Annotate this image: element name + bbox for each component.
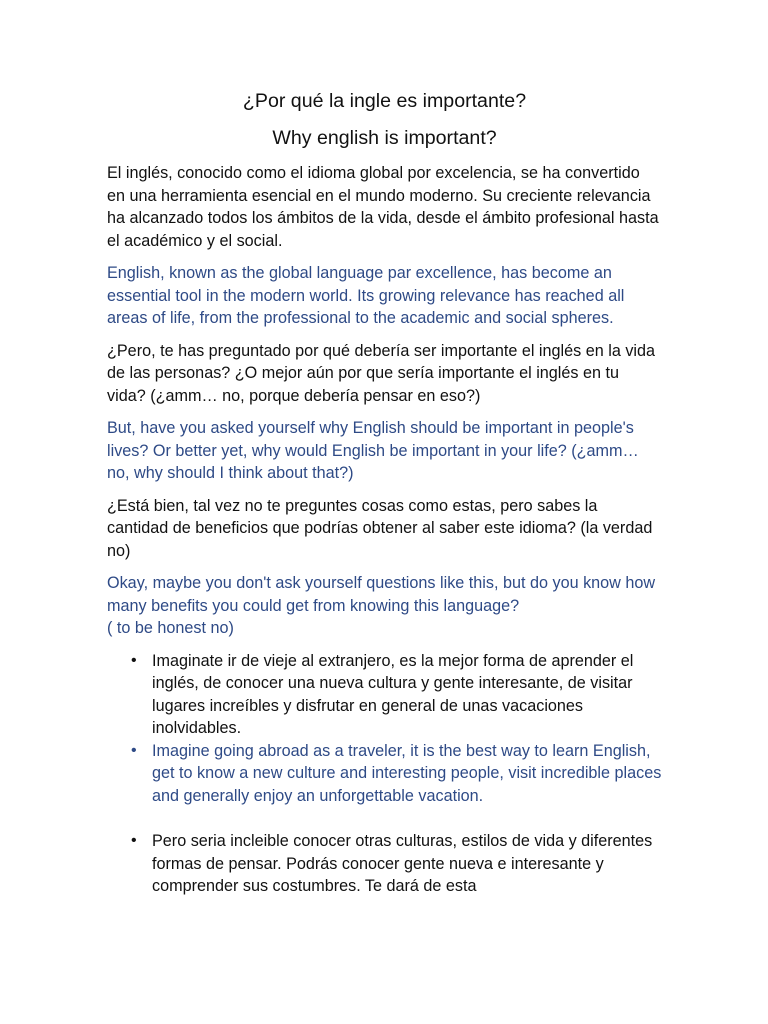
paragraph-english-3-line2: ( to be honest no) [107,619,234,637]
list-item-text: Imaginate ir de vieje al extranjero, es la mejor forma de aprender el inglés, de conocer una nueva cultura y gente interesante, de visitar lugares increíbles y disfrutar en general de unas vacaciones inolvidables. [152,651,634,737]
list-item [107,830,662,898]
list-item [107,650,662,740]
bullet-list [107,650,662,898]
page-title-english: Why english is important? [272,127,497,149]
list-item [107,740,662,808]
page-title-spanish: ¿Por qué la ingle es importante? [242,90,527,112]
paragraph-english-2: But, have you asked yourself why English should be important in people's lives? Or better yet, why would English be important in your life? (¿amm… no, why should I think about that?) [107,419,639,482]
paragraph-english-3-line1: Okay, maybe you don't ask yourself questions like this, but do you know how many benefits you could get from knowing this language? [107,574,656,615]
list-item-text: Imagine going abroad as a traveler, it is the best way to learn English, get to know a new culture and interesting people, visit incredible places and generally enjoy an unforgettable vacation. [152,741,662,805]
bullet-icon: • [131,651,137,669]
paragraph-english-3 [107,572,662,640]
paragraph-english-1: English, known as the global language par excellence, has become an essential tool in the modern world. Its growing relevance has reached all areas of life, from the professional to the academic and social spheres. [107,264,625,327]
bullet-icon: • [131,741,137,759]
paragraph-spanish-3: ¿Está bien, tal vez no te preguntes cosas como estas, pero sabes la cantidad de beneficios que podrías obtener al saber este idioma? (la verdad no) [107,496,653,560]
paragraph-spanish-1: El inglés, conocido como el idioma global por excelencia, se ha convertido en una herramienta esencial en el mundo moderno. Su creciente relevancia ha alcanzado todos los ámbitos de la vida, desde el ámbito profesional hasta el académico y el social. [107,164,659,250]
paragraph-spanish-2: ¿Pero, te has preguntado por qué debería ser importante el inglés en la vida de las personas? ¿O mejor aún por que sería importante el inglés en tu vida? (¿amm… no, porque debería pensar en eso?) [107,341,656,405]
list-item-text: Pero seria incleible conocer otras culturas, estilos de vida y diferentes formas de pensar. Podrás conocer gente nueva e interesante y comprender sus costumbres. Te dará de esta [152,832,653,895]
bullet-icon: • [131,832,137,849]
